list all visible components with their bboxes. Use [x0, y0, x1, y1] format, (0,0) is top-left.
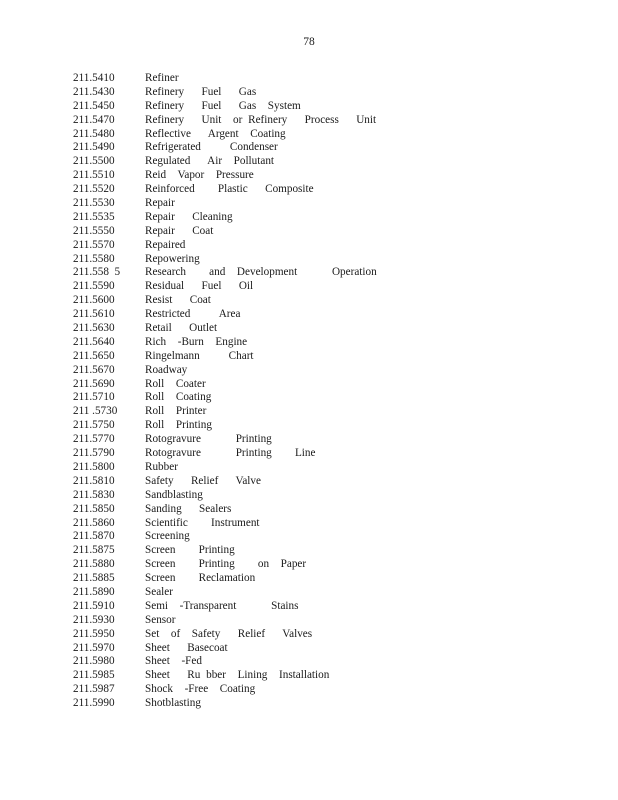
- section-code: 211.5970: [73, 641, 115, 654]
- definition-row: [73, 211, 573, 225]
- definition-row: [73, 489, 573, 503]
- section-code: 211.5535: [73, 210, 115, 223]
- section-code: 211 .5730: [73, 405, 118, 418]
- section-code: 211.5810: [73, 474, 115, 487]
- section-code: 211.5987: [73, 683, 115, 696]
- definition-row: [73, 86, 573, 100]
- section-code: 211.5990: [73, 697, 115, 710]
- definition-row: [73, 197, 573, 211]
- section-code: 211.5530: [73, 197, 115, 210]
- defined-term: Shock -Free Coating: [145, 683, 256, 696]
- defined-term: Refinery Unit or Refinery Process Unit: [145, 113, 377, 126]
- defined-term: Sheet Ru bber Lining Installation: [145, 669, 330, 682]
- definition-row: [73, 308, 573, 322]
- section-code: 211.5710: [73, 391, 115, 404]
- page-number: 78: [303, 36, 315, 48]
- defined-term: Sanding Sealers: [145, 502, 232, 515]
- section-code: 211.5885: [73, 572, 115, 585]
- section-code: 211.5520: [73, 183, 115, 196]
- definition-row: [73, 586, 573, 600]
- section-code: 211.5750: [73, 419, 115, 432]
- definition-row: [73, 322, 573, 336]
- definition-row: [73, 280, 573, 294]
- defined-term: Roll Coating: [145, 391, 212, 404]
- definition-row: [73, 266, 573, 280]
- section-code: 211.5770: [73, 433, 115, 446]
- definition-row: [73, 530, 573, 544]
- defined-term: Roll Printing: [145, 419, 212, 432]
- definition-row: [73, 239, 573, 253]
- definition-row: [73, 128, 573, 142]
- definition-row: [73, 100, 573, 114]
- section-code: 211.5875: [73, 544, 115, 557]
- defined-term: Safety Relief Valve: [145, 474, 261, 487]
- defined-term: Repair: [145, 197, 175, 210]
- definition-row: [73, 114, 573, 128]
- section-code: 211.5550: [73, 224, 115, 237]
- definition-row: [73, 433, 573, 447]
- section-code: 211.5850: [73, 502, 115, 515]
- defined-term: Repowering: [145, 252, 200, 265]
- defined-term: Refiner: [145, 72, 179, 84]
- section-code: 211.5410: [73, 72, 115, 84]
- defined-term: Scientific Instrument: [145, 516, 260, 529]
- defined-term: Sheet Basecoat: [145, 641, 228, 654]
- section-code: 211.5980: [73, 655, 115, 668]
- section-code: 211.5500: [73, 155, 115, 168]
- defined-term: Refinery Fuel Gas: [145, 85, 257, 98]
- defined-term: Repair Cleaning: [145, 210, 233, 223]
- defined-term: Rotogravure Printing Line: [145, 447, 316, 460]
- definition-row: [73, 614, 573, 628]
- section-code: 211.5590: [73, 280, 115, 293]
- defined-term: Research and Development Operation: [145, 266, 377, 279]
- section-code: 211.5580: [73, 252, 115, 265]
- definition-row: [73, 364, 573, 378]
- section-code: 211.5570: [73, 238, 115, 251]
- defined-term: Screening: [145, 530, 190, 543]
- definition-row: [73, 141, 573, 155]
- definition-row: [73, 683, 573, 697]
- definitions-list: [73, 72, 573, 711]
- section-code: 211.5880: [73, 558, 115, 571]
- definition-row: [73, 253, 573, 267]
- section-code: 211.5950: [73, 627, 115, 640]
- definition-row: [73, 419, 573, 433]
- defined-term: Repair Coat: [145, 224, 214, 237]
- definition-row: [73, 697, 573, 711]
- definition-row: [73, 544, 573, 558]
- defined-term: Repaired: [145, 238, 186, 251]
- definition-row: [73, 461, 573, 475]
- definition-row: [73, 669, 573, 683]
- definition-row: [73, 447, 573, 461]
- definition-row: [73, 628, 573, 642]
- definition-row: [73, 642, 573, 656]
- section-code: 211.5450: [73, 99, 115, 112]
- section-code: 211.5600: [73, 294, 115, 307]
- definition-row: [73, 169, 573, 183]
- section-code: 211.5610: [73, 308, 115, 321]
- defined-term: Restricted Area: [145, 308, 241, 321]
- definition-row: [73, 155, 573, 169]
- defined-term: Semi -Transparent Stains: [145, 599, 299, 612]
- definition-row: [73, 405, 573, 419]
- definition-row: [73, 350, 573, 364]
- defined-term: Residual Fuel Oil: [145, 280, 254, 293]
- defined-term: Set of Safety Relief Valves: [145, 627, 313, 640]
- section-code: 211.5790: [73, 447, 115, 460]
- definition-row: [73, 294, 573, 308]
- defined-term: Rich -Burn Engine: [145, 335, 248, 348]
- definition-row: [73, 378, 573, 392]
- section-code: 211.5870: [73, 530, 115, 543]
- definition-row: [73, 391, 573, 405]
- section-code: 211.5910: [73, 599, 115, 612]
- section-code: 211.5830: [73, 488, 115, 501]
- defined-term: Screen Reclamation: [145, 572, 256, 585]
- section-code: 211.558 5: [73, 266, 121, 279]
- definition-row: [73, 475, 573, 489]
- defined-term: Rotogravure Printing: [145, 433, 272, 446]
- definition-row: [73, 517, 573, 531]
- defined-term: Sandblasting: [145, 488, 203, 501]
- defined-term: Roll Coater: [145, 377, 206, 390]
- definition-row: [73, 72, 573, 86]
- defined-term: Refrigerated Condenser: [145, 141, 278, 154]
- definition-row: [73, 225, 573, 239]
- section-code: 211.5890: [73, 585, 115, 598]
- defined-term: Refinery Fuel Gas System: [145, 99, 301, 112]
- definition-row: [73, 572, 573, 586]
- section-code: 211.5430: [73, 85, 115, 98]
- defined-term: Screen Printing: [145, 544, 235, 557]
- defined-term: Resist Coat: [145, 294, 211, 307]
- section-code: 211.5860: [73, 516, 115, 529]
- defined-term: Reid Vapor Pressure: [145, 169, 254, 182]
- section-code: 211.5650: [73, 349, 115, 362]
- section-code: 211.5670: [73, 363, 115, 376]
- section-code: 211.5640: [73, 335, 115, 348]
- section-code: 211.5470: [73, 113, 115, 126]
- defined-term: Screen Printing on Paper: [145, 558, 307, 571]
- defined-term: Shotblasting: [145, 697, 201, 710]
- defined-term: Sensor: [145, 613, 176, 626]
- defined-term: Rubber: [145, 460, 178, 473]
- definition-row: [73, 183, 573, 197]
- defined-term: Roll Printer: [145, 405, 207, 418]
- defined-term: Roadway: [145, 363, 188, 376]
- defined-term: Reinforced Plastic Composite: [145, 183, 314, 196]
- section-code: 211.5930: [73, 613, 115, 626]
- section-code: 211.5630: [73, 322, 115, 335]
- definition-row: [73, 336, 573, 350]
- section-code: 211.5690: [73, 377, 115, 390]
- definition-row: [73, 600, 573, 614]
- section-code: 211.5800: [73, 460, 115, 473]
- defined-term: Ringelmann Chart: [145, 349, 254, 362]
- defined-term: Sheet -Fed: [145, 655, 202, 668]
- defined-term: Retail Outlet: [145, 322, 218, 335]
- definition-row: [73, 558, 573, 572]
- definition-row: [73, 503, 573, 517]
- defined-term: Sealer: [145, 585, 173, 598]
- section-code: 211.5510: [73, 169, 115, 182]
- section-code: 211.5985: [73, 669, 115, 682]
- defined-term: Reflective Argent Coating: [145, 127, 286, 140]
- section-code: 211.5490: [73, 141, 115, 154]
- definition-row: [73, 655, 573, 669]
- defined-term: Regulated Air Pollutant: [145, 155, 275, 168]
- section-code: 211.5480: [73, 127, 115, 140]
